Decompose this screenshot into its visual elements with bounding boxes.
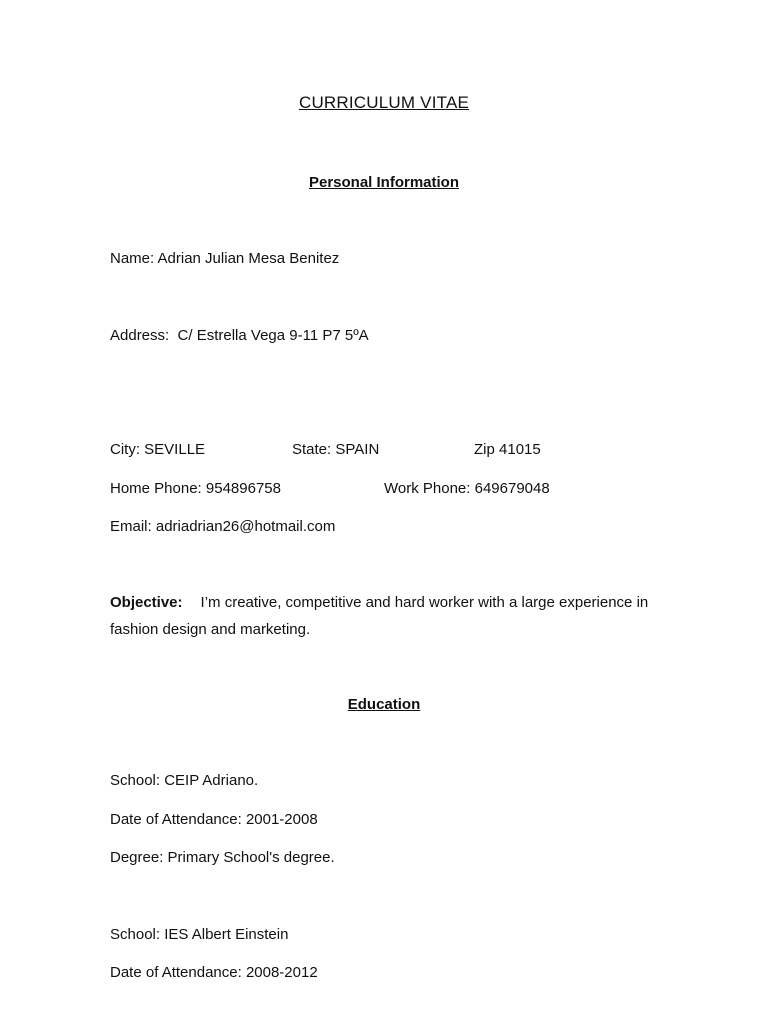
- email-row: [110, 517, 335, 537]
- attendance-row-1: [110, 810, 318, 830]
- phone-row: [0, 479, 768, 499]
- objective-paragraph: [110, 589, 650, 643]
- state-field: [292, 440, 379, 460]
- objective-text: I’m creative, competitive and hard worker with a large experience in fashion design and marketing.: [110, 594, 649, 638]
- name-value: Adrian Julian Mesa Benitez: [157, 250, 340, 267]
- school-value: CEIP Adriano.: [164, 772, 259, 789]
- attendance-value: 2008-2012: [245, 964, 318, 981]
- attendance-label: Date of Attendance:: [110, 811, 242, 828]
- zip-field: [474, 440, 541, 460]
- name-label: Name:: [110, 250, 155, 267]
- school-value: IES Albert Einstein: [164, 926, 289, 943]
- attendance-label: Date of Attendance:: [110, 964, 242, 981]
- work-phone-value: 649679048: [474, 480, 550, 497]
- email-value: adriadrian26@hotmail.com: [155, 518, 336, 535]
- school-label: School:: [110, 772, 161, 789]
- school-row-2: [110, 925, 288, 945]
- degree-row-1: [110, 848, 335, 868]
- state-value: SPAIN: [335, 441, 380, 458]
- attendance-row-2: [110, 963, 318, 983]
- address-value: C/ Estrella Vega 9-11 P7 5ºA: [177, 327, 369, 344]
- city-label: City:: [110, 441, 140, 458]
- school-row-1: [110, 771, 258, 791]
- degree-label: Degree:: [110, 849, 164, 866]
- name-row: [110, 249, 339, 269]
- education-heading: Education: [347, 696, 421, 713]
- zip-value: 41015: [499, 441, 541, 458]
- zip-label: Zip: [474, 441, 495, 458]
- document-title: CURRICULUM VITAE: [298, 93, 470, 112]
- state-label: State:: [292, 441, 332, 458]
- address-label: Address:: [110, 327, 170, 344]
- attendance-value: 2001-2008: [245, 811, 318, 828]
- email-label: Email:: [110, 518, 152, 535]
- work-phone-field: [384, 479, 550, 499]
- city-field: [110, 440, 205, 460]
- school-label: School:: [110, 926, 161, 943]
- address-row: [110, 326, 369, 346]
- city-value: SEVILLE: [144, 441, 206, 458]
- objective-label: Objective:: [110, 594, 183, 611]
- location-row: [0, 440, 768, 460]
- degree-value: Primary School's degree.: [167, 849, 335, 866]
- home-phone-label: Home Phone:: [110, 480, 202, 497]
- work-phone-label: Work Phone:: [384, 480, 471, 497]
- home-phone-field: [110, 479, 281, 499]
- personal-information-heading: Personal Information: [308, 174, 460, 191]
- home-phone-value: 954896758: [205, 480, 281, 497]
